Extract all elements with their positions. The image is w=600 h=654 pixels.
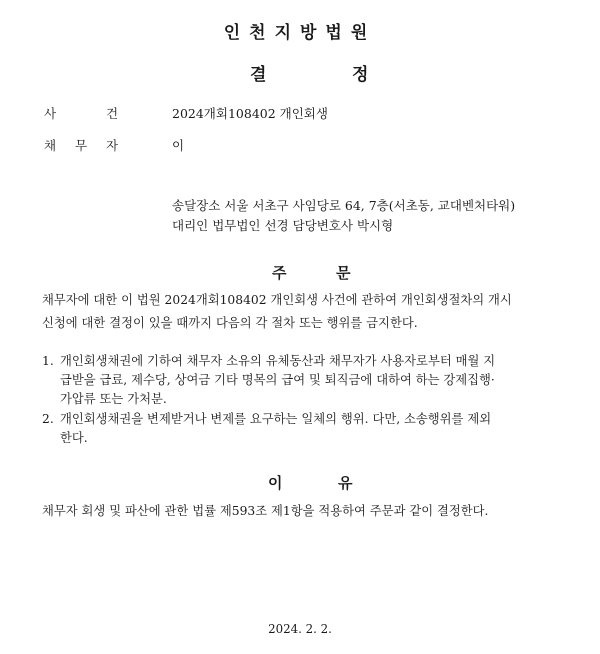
debtor-label-char-1: 채 [44, 138, 57, 153]
reason-text: 채무자 회생 및 파산에 관한 법률 제593조 제1항을 적용하여 주문과 같이 결정한다. [42, 504, 489, 518]
case-number: 2024개회108402 개인회생 [172, 106, 328, 121]
debtor-label-char-2: 무 [75, 138, 88, 153]
reason-heading-left: 이 [268, 474, 283, 492]
document-type-left: 결 [250, 65, 267, 85]
order-item-number: 1. [42, 354, 54, 368]
order-item-line: 개인회생채권에 기하여 채무자 소유의 유체동산과 채무자가 사용자로부터 매월 지 [60, 354, 496, 368]
case-label-char-1: 사 [44, 106, 57, 121]
service-address: 송달장소 서울 서초구 사임당로 64, 7층(서초동, 교대벤처타워) [172, 198, 516, 213]
document-type-right: 정 [352, 65, 369, 85]
order-item-number: 2. [42, 412, 54, 426]
order-item-line: 한다. [60, 431, 88, 445]
order-item-line: 가압류 또는 가처분. [60, 392, 167, 406]
order-item-line: 급받을 급료, 제수당, 상여금 기타 명목의 급여 및 퇴직금에 대하여 하는 강제집행· [60, 373, 495, 387]
legal-agent: 대리인 법무법인 선경 담당변호사 박시형 [172, 218, 394, 233]
debtor-label-char-3: 자 [106, 138, 119, 153]
order-heading-left: 주 [272, 264, 287, 282]
order-heading-right: 문 [336, 264, 351, 282]
court-name: 인천지방법원 [223, 23, 377, 43]
order-intro-line-1: 채무자에 대한 이 법원 2024개회108402 개인회생 사건에 관하여 개인회생절차의 개시 [42, 293, 512, 307]
reason-heading-right: 유 [338, 474, 353, 492]
order-intro-line-2: 신청에 대한 결정이 있을 때까지 다음의 각 절차 또는 행위를 금지한다. [42, 316, 418, 330]
order-item-line: 개인회생채권을 변제받거나 변제를 요구하는 일체의 행위. 다만, 소송행위를 제외 [60, 412, 492, 426]
decision-date: 2024. 2. 2. [268, 622, 332, 636]
case-label-char-2: 건 [106, 106, 119, 121]
debtor-name: 이 [172, 138, 185, 153]
